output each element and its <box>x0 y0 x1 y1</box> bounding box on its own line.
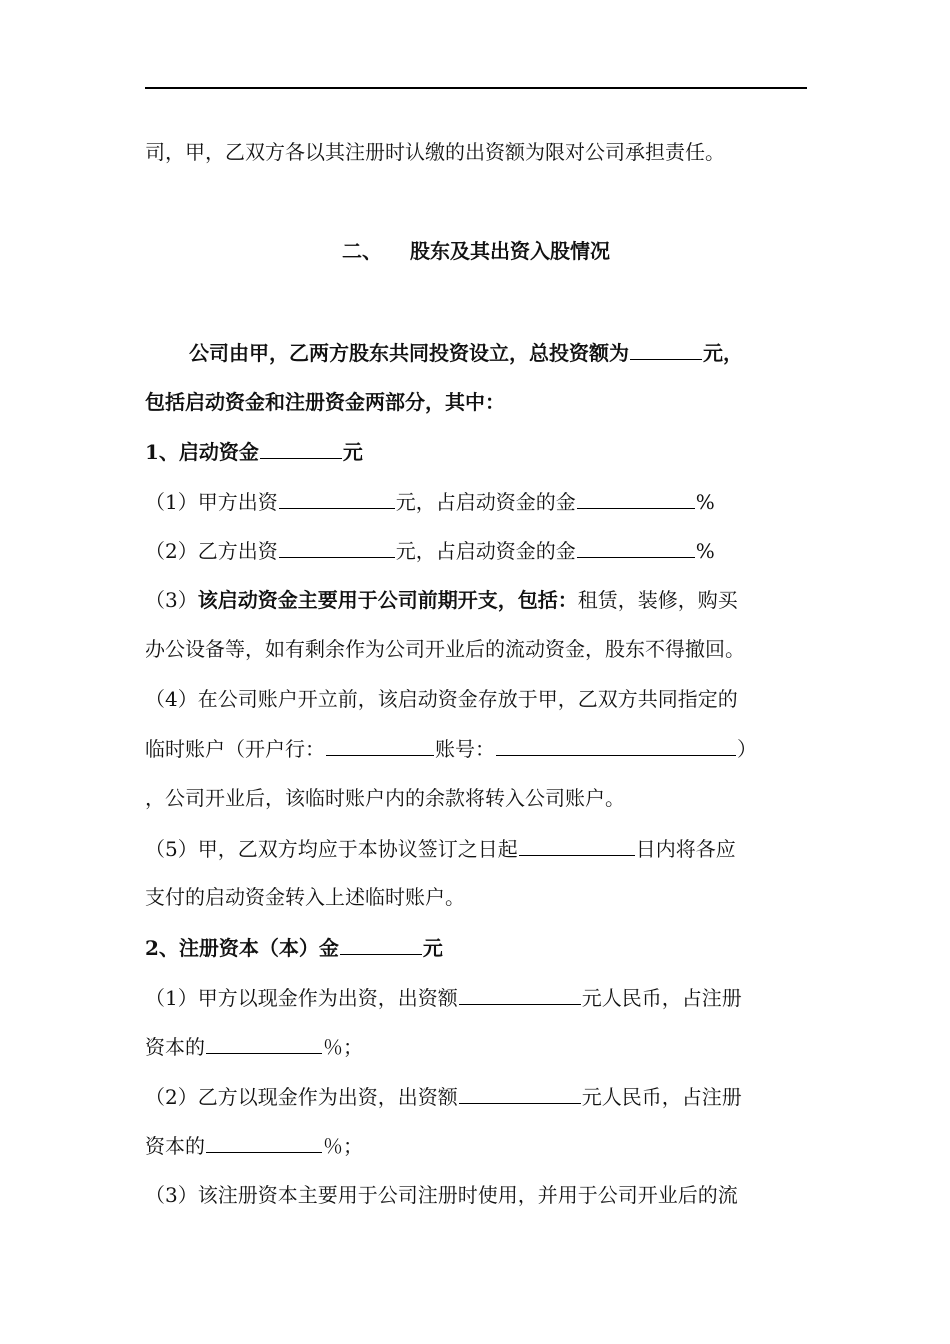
party-b-registered-blank <box>459 1081 581 1104</box>
registered-amount-blank <box>340 932 422 955</box>
registered-item-2: （2）乙方以现金作为出资，出资额 元人民币，占注册 <box>145 1081 807 1112</box>
startup-amount-blank <box>260 436 342 459</box>
registered-item-2-cont: 资本的 ％； <box>145 1130 807 1161</box>
startup-item-3: （3）该启动资金主要用于公司前期开支，包括：租赁，装修，购买 <box>145 588 738 612</box>
startup-item-5-cont: 支付的启动资金转入上述临时账户。 <box>145 885 465 909</box>
bank-name-blank <box>326 733 434 756</box>
startup-item-2: （2）乙方出资 元，占启动资金的金 % <box>145 535 807 566</box>
startup-item-1: （1）甲方出资 元，占启动资金的金 % <box>145 486 807 517</box>
section-title: 股东及其出资入股情况 <box>410 239 610 263</box>
party-b-startup-blank <box>279 535 395 558</box>
startup-item-5: （5）甲，乙双方均应于本协议签订之日起 日内将各应 <box>145 833 807 864</box>
section-number: 二、 <box>342 239 382 263</box>
continuation-text: 司，甲，乙双方各以其注册时认缴的出资额为限对公司承担责任。 <box>145 140 725 164</box>
registered-item-1: （1）甲方以现金作为出资，出资额 元人民币，占注册 <box>145 982 807 1013</box>
header-rule <box>145 87 807 89</box>
party-b-startup-percent-blank <box>577 535 695 558</box>
party-a-registered-percent-blank <box>206 1031 322 1054</box>
registered-item-3: （3）该注册资本主要用于公司注册时使用，并用于公司开业后的流 <box>145 1183 738 1207</box>
startup-item-4-cont: 临时账户（开户行： 账号： ） <box>145 733 807 764</box>
startup-item-4: （4）在公司账户开立前，该启动资金存放于甲，乙双方共同指定的 <box>145 687 738 711</box>
transfer-days-blank <box>519 833 635 856</box>
startup-item-3-cont: 办公设备等，如有剩余作为公司开业后的流动资金，股东不得撤回。 <box>145 637 745 661</box>
intro-line-2: 包括启动资金和注册资金两部分，其中： <box>145 390 505 414</box>
party-a-startup-percent-blank <box>577 486 695 509</box>
startup-heading: 1、启动资金 元 <box>145 436 807 467</box>
account-number-blank <box>496 733 736 756</box>
registered-heading: 2、注册资本（本）金 元 <box>145 932 807 963</box>
startup-item-4-cont-2: ，公司开业后，该临时账户内的余款将转入公司账户。 <box>145 786 625 810</box>
party-b-registered-percent-blank <box>206 1130 322 1153</box>
total-investment-blank <box>630 337 702 360</box>
section-heading <box>145 236 807 266</box>
party-a-registered-blank <box>459 982 581 1005</box>
registered-item-1-cont: 资本的 ％； <box>145 1031 807 1062</box>
intro-line-1: 公司由甲，乙两方股东共同投资设立，总投资额为 元， <box>145 337 807 368</box>
party-a-startup-blank <box>279 486 395 509</box>
